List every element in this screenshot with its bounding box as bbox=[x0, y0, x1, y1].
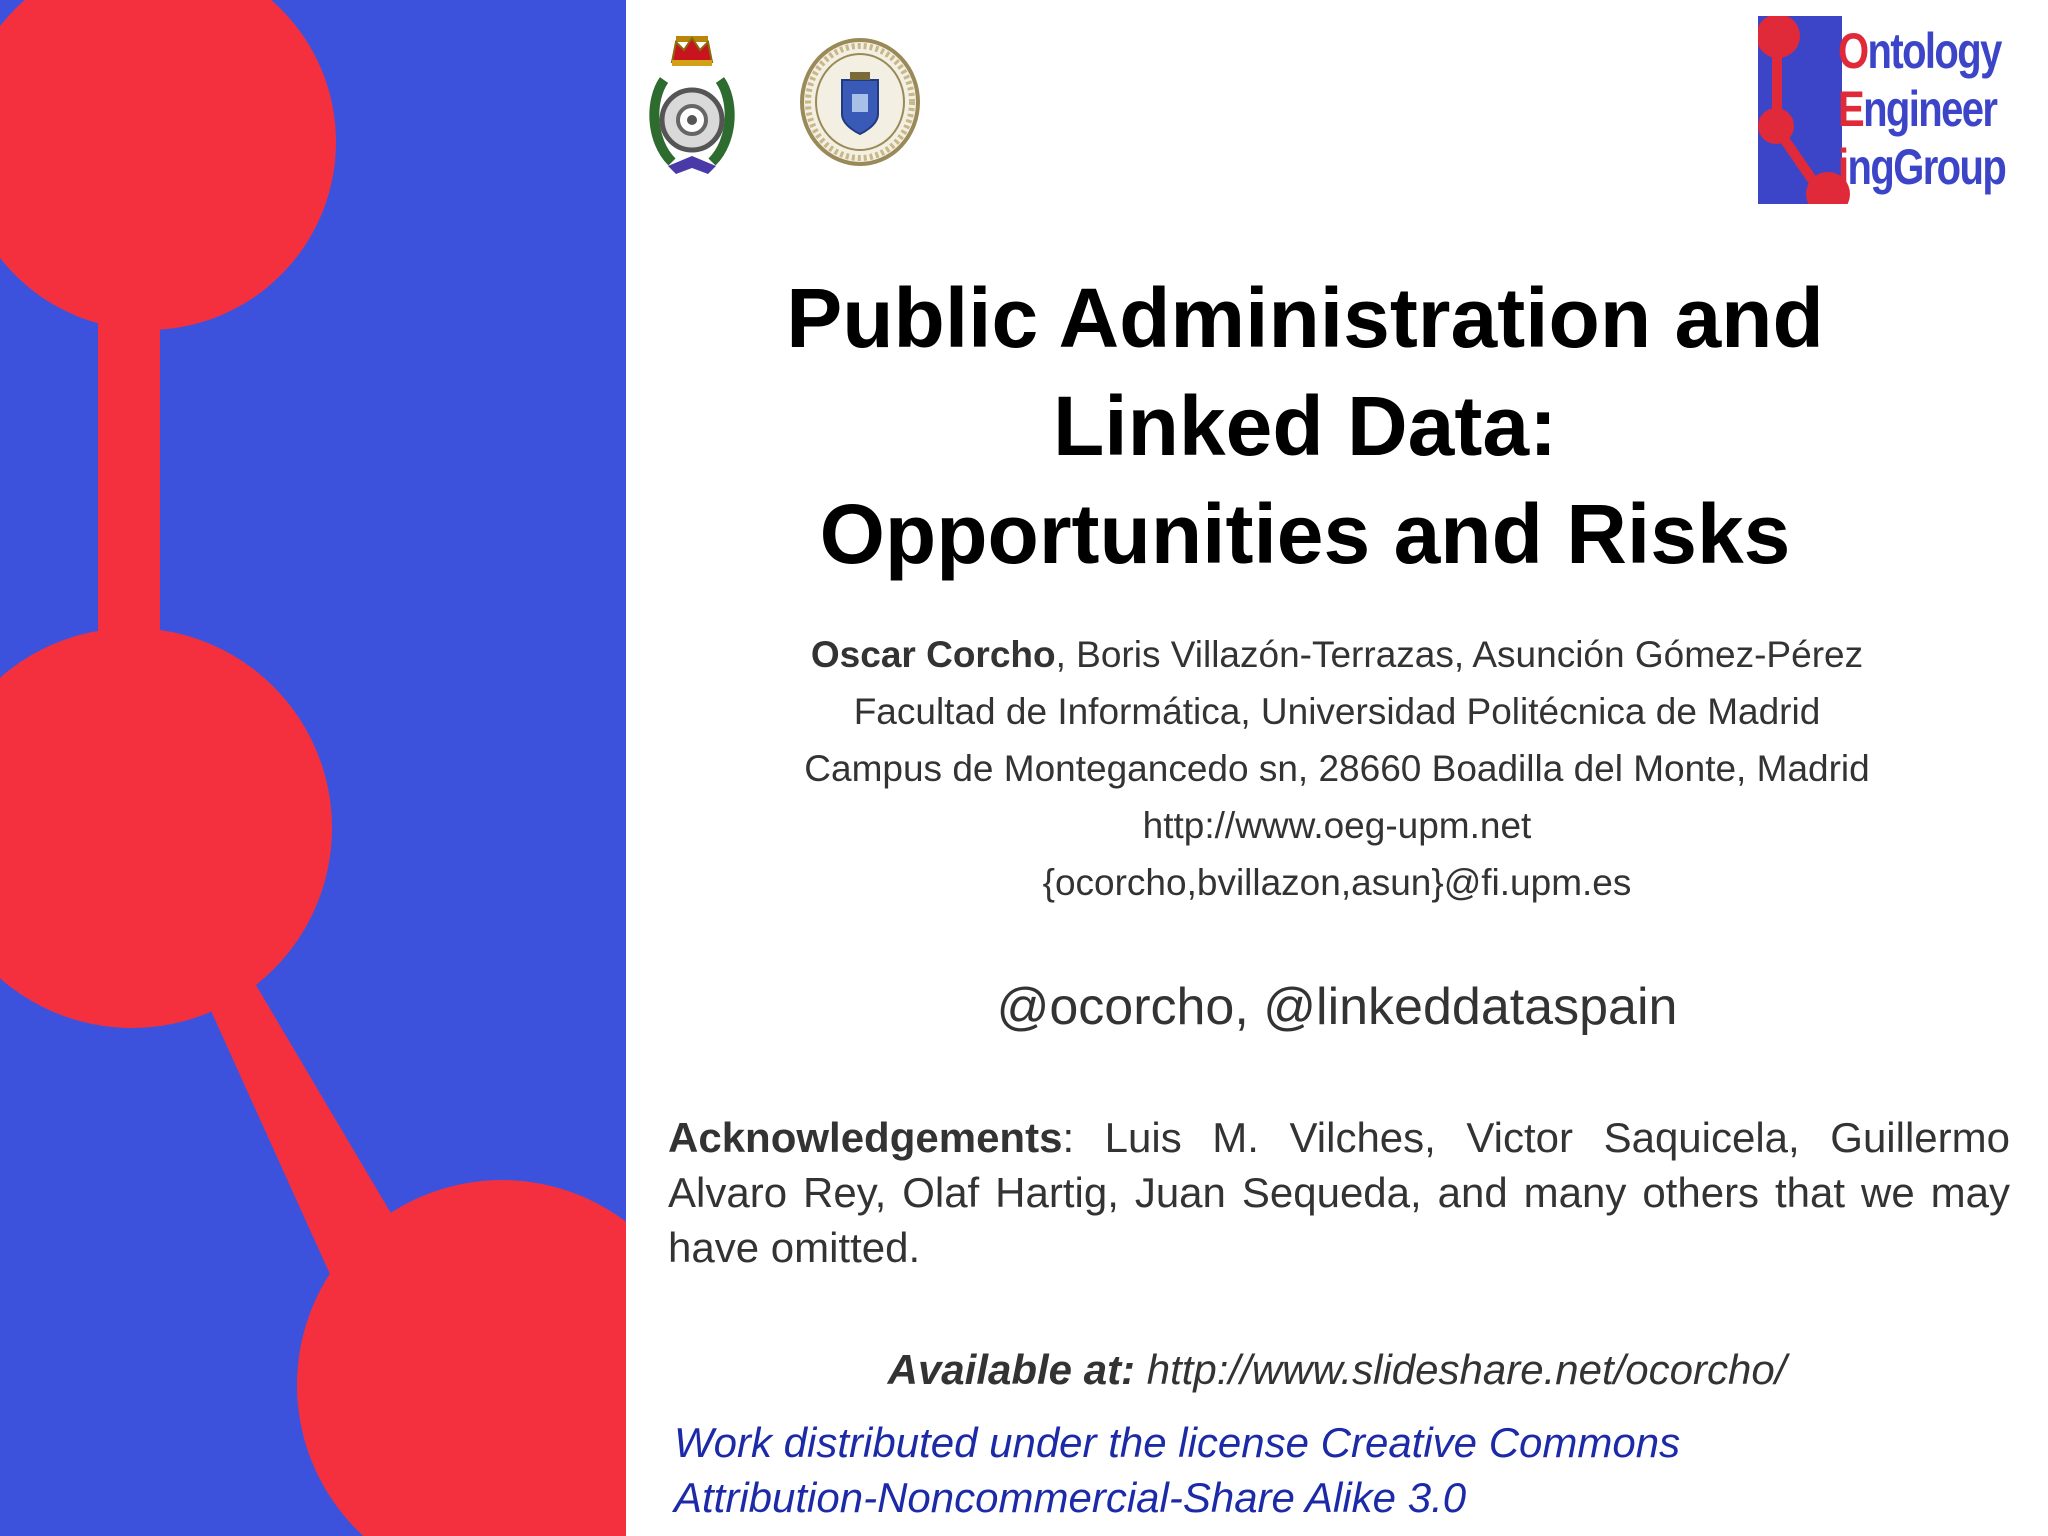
license-line-2: Attribution-Noncommercial-Share Alike 3.0 bbox=[674, 1474, 1467, 1521]
upm-university-seal-icon bbox=[798, 36, 922, 168]
title-line-2: Linked Data: bbox=[1052, 379, 1558, 473]
author-line bbox=[626, 626, 2048, 683]
co-authors: , Boris Villazón-Terrazas, Asunción Gómez-Pérez bbox=[1055, 634, 1864, 675]
website-link[interactable]: http://www.oeg-upm.net bbox=[1142, 805, 1532, 846]
upm-school-crest-icon bbox=[646, 30, 738, 180]
acknowledgements-text: : Luis M. Vilches, Victor Saquicela, Guillermo Alvaro Rey, Olaf Hartig, Juan Sequeda, and many others that we may have omitted. bbox=[668, 1114, 2010, 1271]
license-notice bbox=[674, 1415, 1680, 1525]
title-line-3: Opportunities and Risks bbox=[819, 487, 1791, 581]
title-line-1: Public Administration and bbox=[786, 271, 1824, 365]
authors-block bbox=[626, 626, 2048, 911]
availability-line bbox=[626, 1340, 2048, 1400]
slideshare-link[interactable]: http://www.slideshare.net/ocorcho/ bbox=[1135, 1346, 1787, 1393]
affiliation: Facultad de Informática, Universidad Politécnica de Madrid bbox=[853, 691, 1821, 732]
oeg-logo-text bbox=[1838, 22, 2005, 196]
decorative-network-panel bbox=[0, 0, 626, 1536]
oeg-logo-line-1: Ontology bbox=[1838, 23, 2001, 79]
oeg-network-icon bbox=[1758, 16, 1850, 204]
oeg-logo-line-3: ingGroup bbox=[1838, 139, 2006, 195]
license-line-1: Work distributed under the license Creative Commons bbox=[674, 1419, 1681, 1466]
email-addresses: {ocorcho,bvillazon,asun}@fi.upm.es bbox=[1042, 862, 1632, 903]
address: Campus de Monteganc​edo sn, 28660 Boadilla del Monte, Madrid bbox=[804, 748, 1870, 789]
lead-author: Oscar Corcho bbox=[810, 634, 1056, 675]
available-label: Available at: bbox=[887, 1346, 1136, 1393]
network-graph-illustration bbox=[0, 0, 626, 1536]
slide-title bbox=[626, 264, 1984, 588]
slide-content bbox=[626, 0, 2048, 1536]
acknowledgements bbox=[668, 1110, 2010, 1275]
twitter-handles: @ocorcho, @linkeddataspain bbox=[996, 978, 1678, 1036]
oeg-logo-line-2: Engineer bbox=[1838, 81, 1997, 137]
acknowledgements-label: Acknowledgements bbox=[668, 1114, 1063, 1161]
